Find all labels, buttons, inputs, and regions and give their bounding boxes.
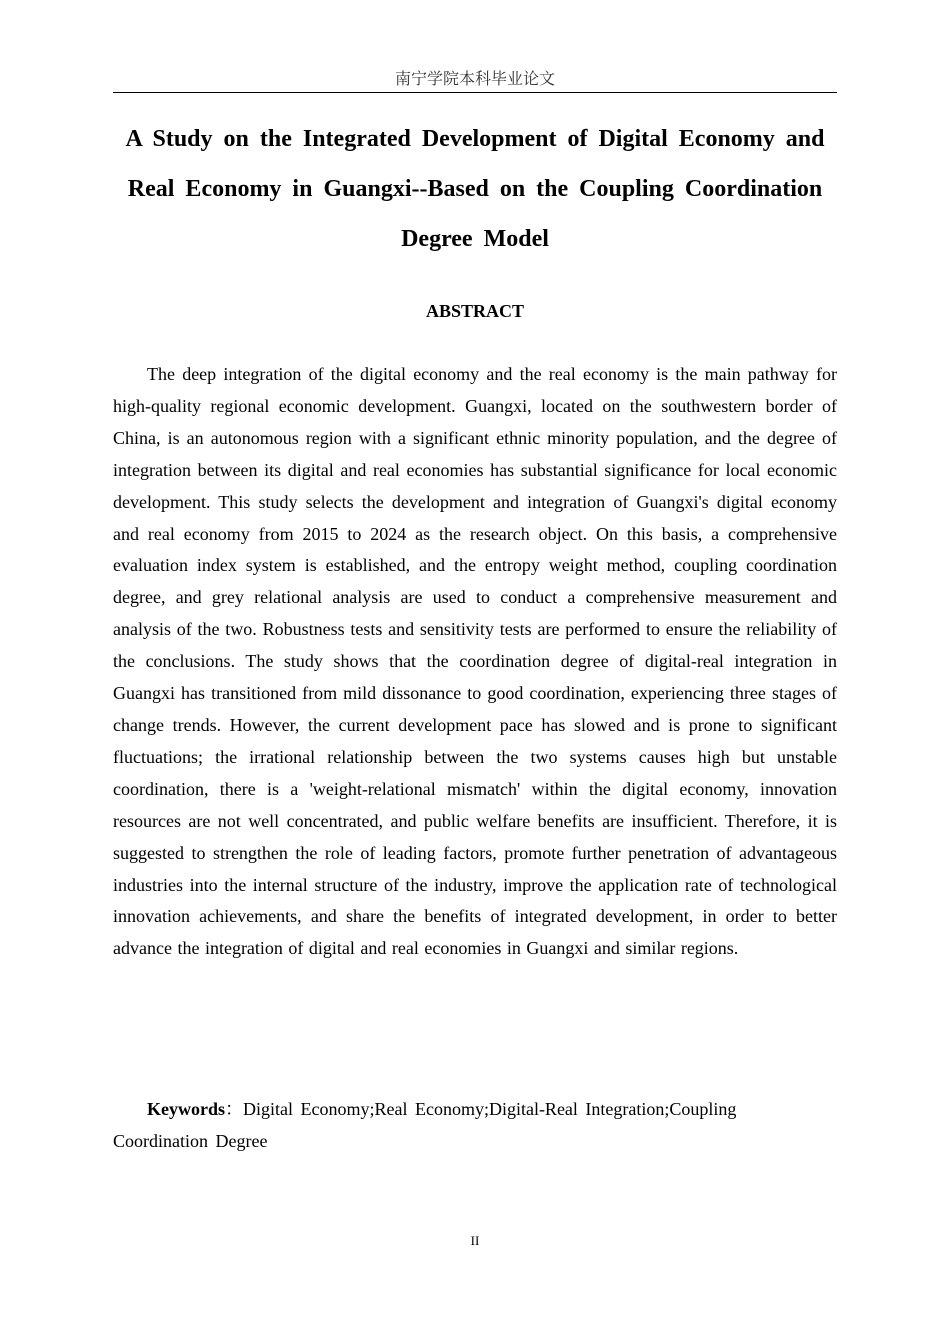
keywords-label: Keywords (147, 1099, 225, 1119)
keywords-line (113, 1094, 813, 1157)
page-number: II (470, 1233, 480, 1248)
keywords-separator: ： (225, 1099, 243, 1119)
abstract-heading: ABSTRACT (425, 301, 525, 321)
keywords-text: Digital Economy;Real Economy;Digital-Real Integration;Coupling Coordination Degree (113, 1099, 737, 1151)
abstract-body: The deep integration of the digital economy and the real economy is the main pathway for high-quality regional economic development. Guangxi, located on the southwestern border of China, is an autonomous region with a significant ethnic minority population, and the degree of integration between its digital and real economies has substantial significance for local economic development. This study selects the development and integration of Guangxi's digital economy and real economy from 2015 to 2024 as the research object. On this basis, a comprehensive evaluation index system is established, and the entropy weight method, coupling coordination degree, and grey relational analysis are used to conduct a comprehensive measurement and analysis of the two. Robustness tests and sensitivity tests are performed to ensure the reliability of the conclusions. The study shows that the coordination degree of digital-real integration in Guangxi has transitioned from mild dissonance to good coordination, experiencing three stages of change trends. However, the current development pace has slowed and is prone to significant fluctuations; the irrational relationship between the two systems causes high but unstable coordination, there is a 'weight-relational mismatch' within the digital economy, innovation resources are not well concentrated, and public welfare benefits are insufficient. Therefore, it is suggested to strengthen the role of leading factors, promote further penetration of advantageous industries into the internal structure of the industry, improve the application rate of technological innovation achievements, and share the benefits of integrated development, in order to better advance the integration of digital and real economies in Guangxi and similar regions. (113, 364, 837, 959)
thesis-title: A Study on the Integrated Development of Digital Economy and Real Economy in Guangxi--Based on the Coupling Coordination Degree Model (125, 126, 825, 252)
running-header: 南宁学院本科毕业论文 (113, 66, 837, 93)
